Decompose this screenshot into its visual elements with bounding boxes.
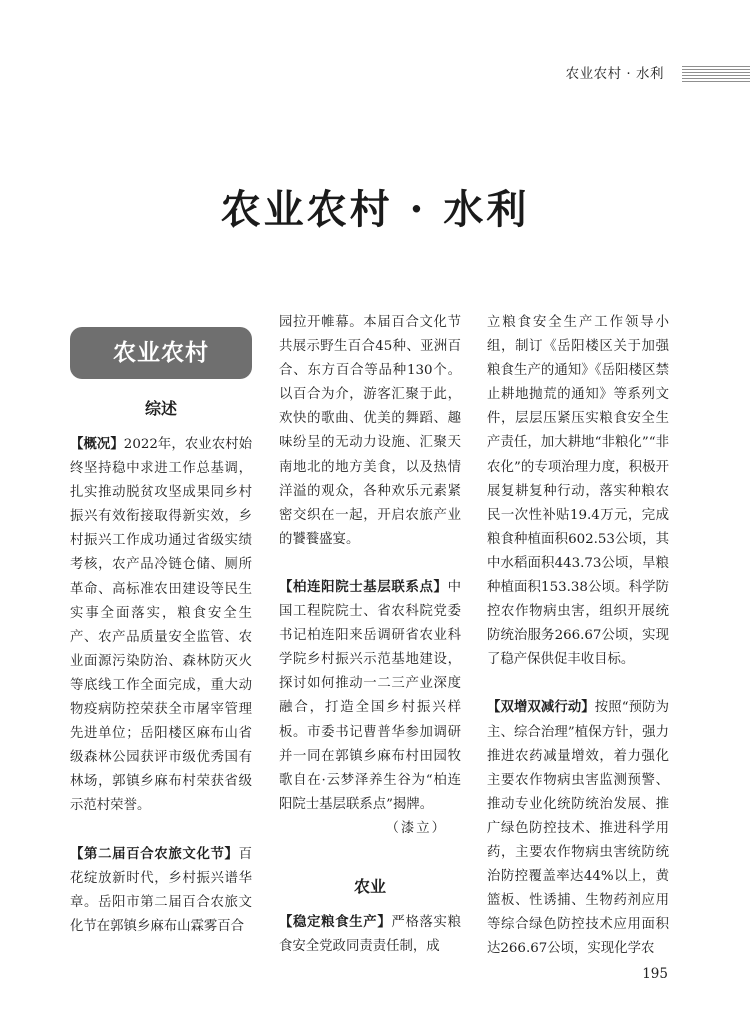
paragraph-grain-production <box>279 911 461 959</box>
section-title-pill: 农业农村 <box>70 327 252 379</box>
paragraph-gap <box>279 841 461 865</box>
subsection-heading-agriculture: 农业 <box>353 876 386 896</box>
text-column-1 <box>70 327 252 939</box>
paragraph-text: 严格落实粮食安全党政同责责任制，成 <box>279 914 461 955</box>
subsection-heading-overview: 综述 <box>144 399 177 418</box>
paragraph-text: 按照“预防为主、综合治理”植保方针，强力推进农药减量增效，着力强化主要农作物病虫害监测预警、推动专业化统防统治发展、推广绿色防控技术、推进科学用药，主要农作物病虫害统防统治防控覆盖率达44%以上，黄篮板、性诱捕、生物药剂应用等综合绿色防控技术应用面积达266.67公顷，实现化学农 <box>487 700 669 957</box>
paragraph-grain-production-cont: 立粮食安全生产工作领导小组，制订《岳阳楼区关于加强粮食生产的通知》《岳阳楼区禁止耕地抛荒的通知》等系列文件，层层压紧压实粮食安全生产责任，加大耕地“非粮化”“非农化”的专项治理力度，积极开展复耕复种行动，落实种粮农民一次性补贴19.4万元，完成粮食种植面积602.53公顷，其中水稻面积443.73公顷，旱粮种植面积153.38公顷。科学防控农作物病虫害，组织开展统防统治服务266.67公顷，实现了稳产保供促丰收目标。 <box>487 315 669 668</box>
paragraph-gap <box>70 819 252 843</box>
text-column-3 <box>487 311 669 961</box>
paragraph-academician-contact <box>279 576 461 817</box>
paragraph-overview <box>70 433 252 819</box>
page-number: 195 <box>642 966 668 982</box>
paragraph-tag: 【第二届百合农旅文化节】 <box>70 846 239 862</box>
paragraph-text: 2022年，农业农村始终坚持稳中求进工作总基调，扎实推动脱贫攻坚成果同乡村振兴有效衔接取得新实效，乡村振兴工作成功通过省级实绩考核，农产品冷链仓储、厕所革命、高标准农田建设等民生实事全面落实，粮食安全生产、农产品质量安全监管、农业面源污染防治、森林防灭火等底线工作全面完成，重大动物疫病防控荣获全市屠宰管理先进单位；岳阳楼区麻布山省级森林公园获评市级优秀国有林场，郭镇乡麻布村荣获省级示范村荣誉。 <box>70 437 253 814</box>
paragraph-tag: 【柏连阳院士基层联系点】 <box>279 579 448 595</box>
paragraph-gap <box>279 552 461 576</box>
paragraph-tag: 【概况】 <box>70 437 124 452</box>
paragraph-lily-festival <box>70 843 252 939</box>
paragraph-tag: 【稳定粮食生产】 <box>279 914 392 930</box>
header-decorative-rule <box>682 66 750 82</box>
paragraph-gap <box>487 672 669 696</box>
chapter-title: 农业农村 · 水利 <box>220 186 530 233</box>
paragraph-double-increase <box>487 696 669 961</box>
text-column-2 <box>279 311 461 959</box>
paragraph-tag: 【双增双减行动】 <box>487 700 595 716</box>
author-signature: （漆立） <box>385 820 447 836</box>
paragraph-text: 中国工程院院士、省农科院党委书记柏连阳来岳调研省农业科学院乡村振兴示范基地建设，探讨如何推动一二三产业深度融合，打造全国乡村振兴样板。市委书记曹普华参加调研并一同在郭镇乡麻布村田园牧歌自在·云梦泽养生谷为“柏连阳院士基层联系点”揭牌。 <box>279 579 461 812</box>
running-header-label: 农业农村 · 水利 <box>565 66 664 82</box>
paragraph-text: 百花绽放新时代，乡村振兴谱华章。岳阳市第二届百合农旅文化节在郭镇乡麻布山霖雾百合 <box>70 846 252 934</box>
paragraph-lily-festival-cont: 园拉开帷幕。本届百合文化节共展示野生百合45种、亚洲百合、东方百合等品种130个。以百合为介，游客汇聚于此，欢快的歌曲、优美的舞蹈、趣味纷呈的无动力设施、汇聚天南地北的地方美食，以及热情洋溢的观众，各种欢乐元素紧密交织在一起，开启农旅产业的饕餮盛宴。 <box>279 315 461 547</box>
